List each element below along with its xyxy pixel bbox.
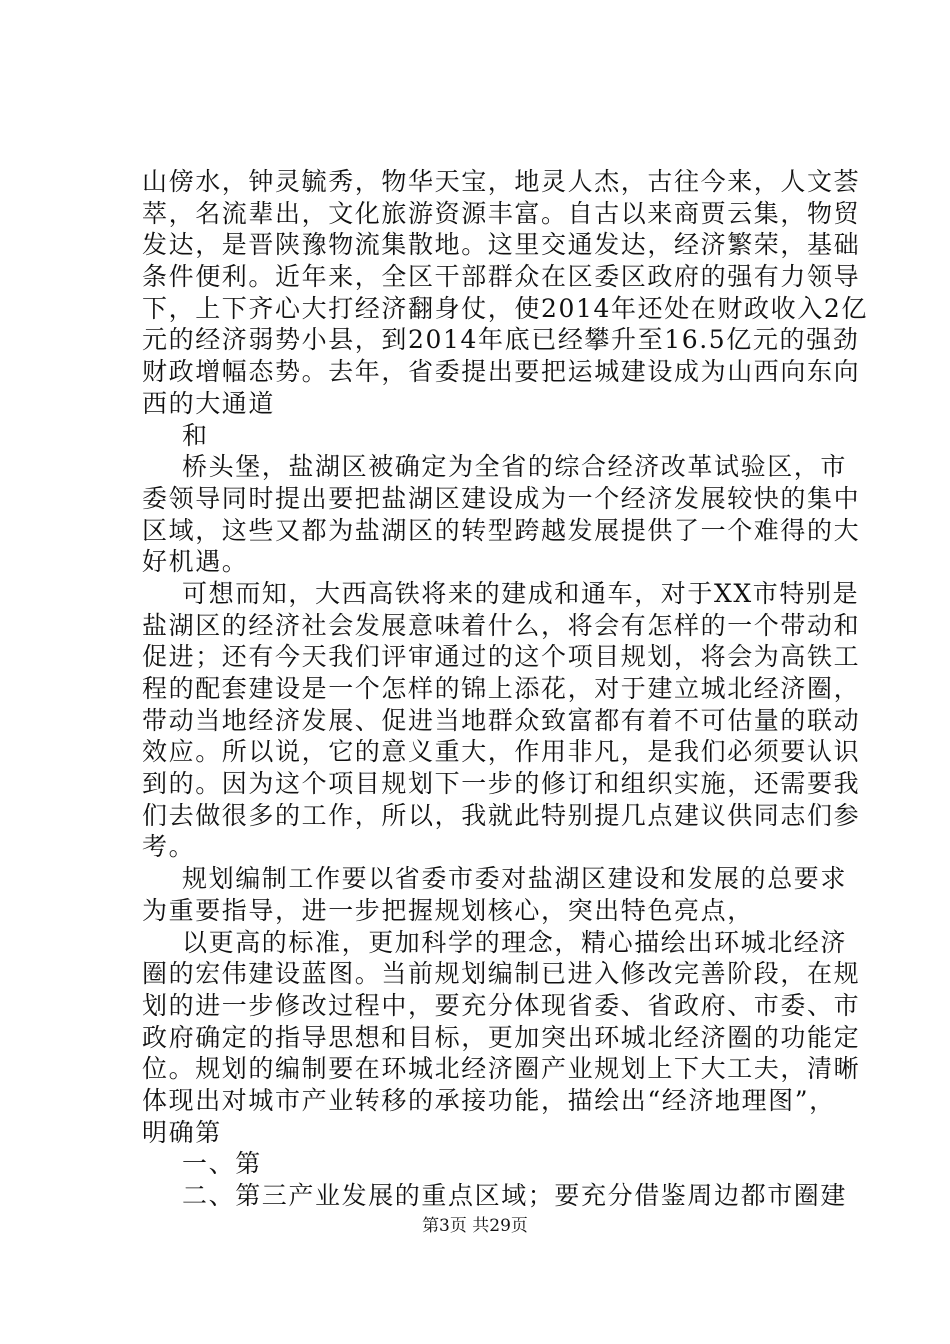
text-line: 元的经济弱势小县，到2014年底已经攀升至16.5亿元的强劲 bbox=[142, 325, 860, 354]
text-line: 好机遇。 bbox=[142, 547, 249, 576]
page-footer: 第3页 共29页 bbox=[422, 1216, 528, 1236]
text-line: 区域，这些又都为盐湖区的转型跨越发展提供了一个难得的大 bbox=[142, 516, 861, 545]
text-line: 政府确定的指导思想和目标，更加突出环城北经济圈的功能定 bbox=[142, 1023, 861, 1052]
text-line: 下，上下齐心大打经济翻身仗，使2014年还处在财政收入2亿 bbox=[142, 294, 868, 323]
text-line: 盐湖区的经济社会发展意味着什么，将会有怎样的一个带动和 bbox=[142, 611, 861, 640]
text-line: 到的。因为这个项目规划下一步的修订和组织实施，还需要我 bbox=[142, 769, 861, 798]
text-line: 和 bbox=[182, 421, 209, 450]
text-line: 一、第 bbox=[182, 1149, 262, 1178]
text-line: 划的进一步修改过程中，要充分体现省委、省政府、市委、市 bbox=[142, 991, 861, 1020]
text-line: 体现出对城市产业转移的承接功能，描绘出“经济地理图”， bbox=[142, 1086, 836, 1115]
text-line: 萃，名流辈出，文化旅游资源丰富。自古以来商贾云集，物贸 bbox=[142, 199, 861, 228]
text-line: 为重要指导，进一步把握规划核心，突出特色亮点， bbox=[142, 896, 754, 925]
text-line: 条件便利。近年来，全区干部群众在区委区政府的强有力领导 bbox=[142, 262, 861, 291]
text-line: 位。规划的编制要在环城北经济圈产业规划上下大工夫，清晰 bbox=[142, 1054, 861, 1083]
text-line: 山傍水，钟灵毓秀，物华天宝，地灵人杰，古往今来，人文荟 bbox=[142, 167, 861, 196]
text-line: 明确第 bbox=[142, 1118, 222, 1147]
text-line: 委领导同时提出要把盐湖区建设成为一个经济发展较快的集中 bbox=[142, 484, 861, 513]
text-line: 二、第三产业发展的重点区域；要充分借鉴周边都市圈建 bbox=[182, 1181, 848, 1210]
paragraph-first-line: 规划编制工作要以省委市委对盐湖区建设和发展的总要求 bbox=[182, 864, 848, 893]
text-line: 促进；还有今天我们评审通过的这个项目规划，将会为高铁工 bbox=[142, 642, 861, 671]
paragraph-first-line: 桥头堡，盐湖区被确定为全省的综合经济改革试验区，市 bbox=[182, 452, 848, 481]
text-line: 财政增幅态势。去年，省委提出要把运城建设成为山西向东向 bbox=[142, 357, 861, 386]
text-line: 西的大通道 bbox=[142, 389, 276, 418]
text-line: 发达，是晋陕豫物流集散地。这里交通发达，经济繁荣，基础 bbox=[142, 230, 861, 259]
text-line: 效应。所以说，它的意义重大，作用非凡，是我们必须要认识 bbox=[142, 737, 861, 766]
text-line: 们去做很多的工作，所以，我就此特别提几点建议供同志们参 bbox=[142, 801, 861, 830]
text-line: 圈的宏伟建设蓝图。当前规划编制已进入修改完善阶段，在规 bbox=[142, 959, 861, 988]
text-line: 考。 bbox=[142, 832, 196, 861]
text-line: 带动当地经济发展、促进当地群众致富都有着不可估量的联动 bbox=[142, 706, 861, 735]
paragraph-first-line: 以更高的标准，更加科学的理念，精心描绘出环城北经济 bbox=[182, 928, 848, 957]
text-line: 程的配套建设是一个怎样的锦上添花，对于建立城北经济圈， bbox=[142, 674, 861, 703]
paragraph-first-line: 可想而知，大西高铁将来的建成和通车，对于XX市特别是 bbox=[182, 579, 860, 608]
